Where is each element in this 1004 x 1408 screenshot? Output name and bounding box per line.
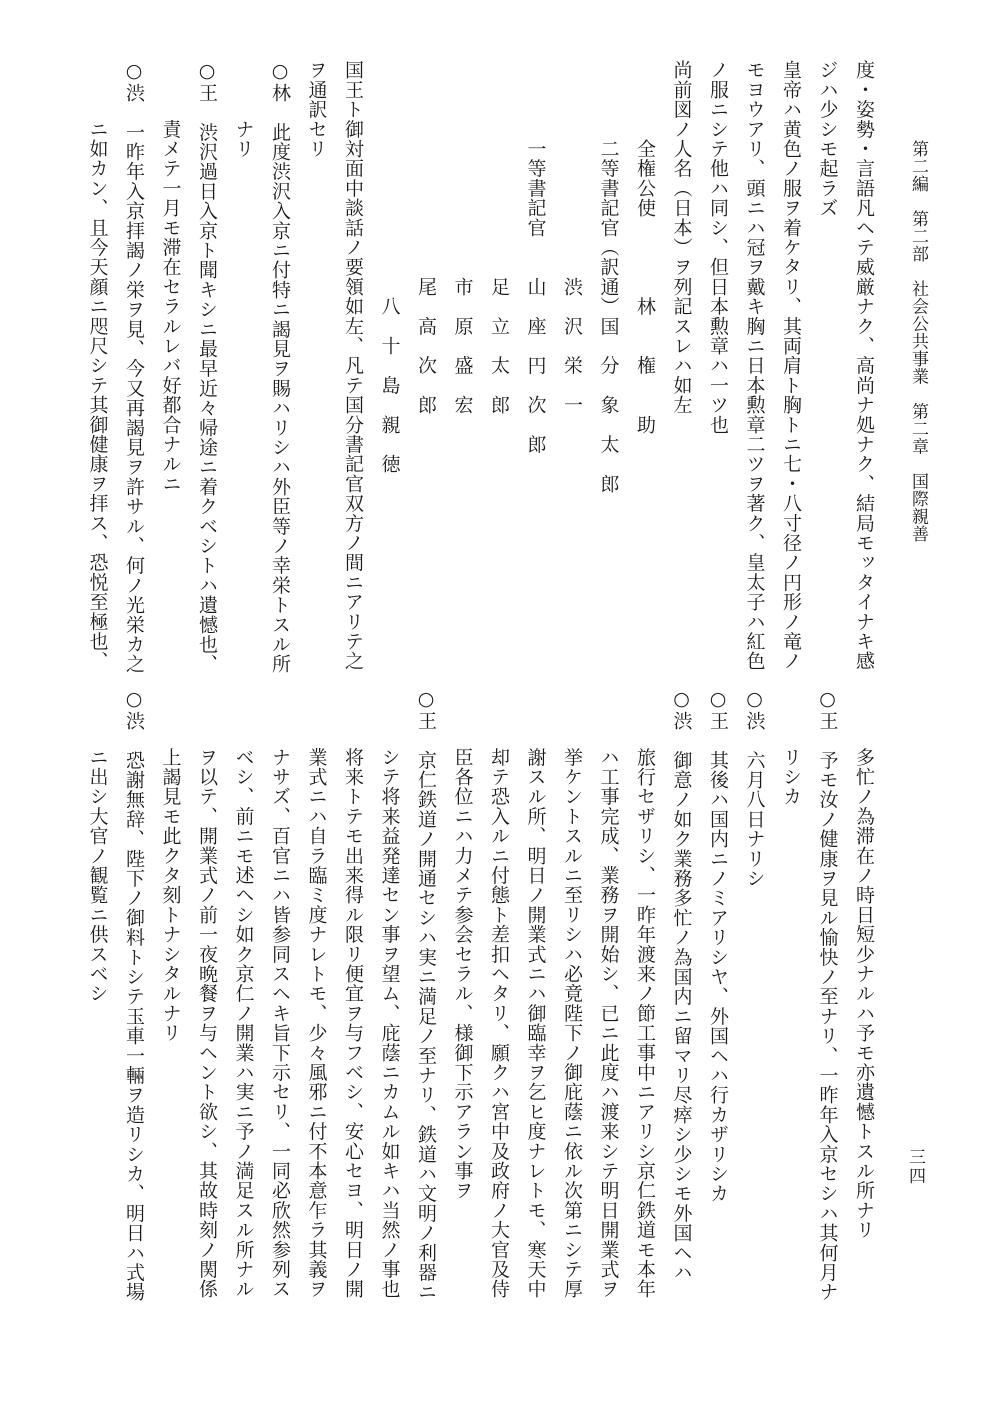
text-line: 度・姿勢・言語凡ヘテ威厳ナク、高尚ナ処ナク、結局モッタイナキ感 — [853, 60, 875, 671]
text-line: ハ工事完成、業務ヲ開始シ、已ニ此度ハ渡来シテ明日開業式ヲ — [597, 688, 620, 1299]
text-line: 国王ト御対面中談話ノ要領如左、凡テ国分書記官双方ノ間ニアリテ之 — [342, 60, 364, 671]
text-line: 全権公使 林 権 助 — [634, 60, 656, 435]
text-line: シテ将来益発達セン事ヲ望ム、庇蔭ニカムル如キハ当然ノ事也 — [378, 688, 401, 1299]
lower-text-block — [79, 688, 882, 1328]
text-line: 皇帝ハ黄色ノ服ヲ着ケタリ、其両肩ト胸トニ七・八寸径ノ円形ノ竜ノ — [780, 60, 802, 671]
text-line: ○渋 六月八日ナリシ — [743, 688, 766, 888]
text-line: 上謁見モ此クタ刻トナシタルナリ — [159, 688, 182, 1043]
text-line: 八 十 島 親 徳 — [378, 60, 401, 474]
text-line: 業式ニハ自ラ臨ミ度ナレトモ、少々風邪ニ付不本意乍ラ其義ヲ — [305, 688, 328, 1299]
text-line: ○王 渋沢過日入京ト聞キシニ最早近々帰途ニ着クベシトハ遺憾也、 — [196, 60, 218, 674]
text-line: 足 立 太 郎 — [488, 60, 510, 415]
running-head: 第二編 第二部 社会公共事業 第二章 国際親善 — [908, 140, 928, 543]
text-line: ○王 予モ汝ノ健康ヲ見ル愉快ノ至ナリ、一昨年入京セシハ其何月ナ — [816, 688, 839, 1302]
text-line: ナリ — [232, 60, 255, 159]
text-line: 旅行セザリシ、一昨年渡来ノ節工事中ニアリシ京仁鉄道モ本年 — [634, 688, 656, 1299]
text-line: 責メテ一月モ滞在セラルレバ好都合ナルニ — [159, 60, 182, 494]
page-number: 三四 — [905, 1148, 925, 1186]
text-line: 尾 高 次 郎 — [415, 60, 437, 415]
text-line: 市 原 盛 宏 — [451, 60, 474, 415]
text-line: ベシ、前ニモ述ヘシ如ク京仁ノ開業ハ実ニ予ノ満足スル所ナル — [232, 688, 255, 1299]
text-line: ○王 其後ハ国内ニノミアリシヤ、外国ヘハ行カザリシカ — [707, 688, 729, 1204]
text-line: ○林 此度渋沢入京ニ付特ニ謁見ヲ賜ハリシハ外臣等ノ幸栄トスル所 — [269, 60, 291, 674]
upper-text-block — [79, 60, 882, 674]
text-line: 尚前図ノ人名（日本）ヲ列記スレハ如左 — [670, 60, 693, 415]
text-line: 挙ケントスルニ至リシハ必竟陛下ノ御庇蔭ニ依ル次第ニシテ厚 — [561, 688, 583, 1299]
text-line: 多忙ノ為滞在ノ時日短少ナルハ予モ亦遺憾トスル所ナリ — [853, 688, 875, 1240]
text-line: ナサズ、百官ニハ皆参同スヘキ旨下示セリ、一同必欣然参列ス — [269, 688, 291, 1299]
text-line: ニ如カン、且今天顔ニ咫尺シテ其御健康ヲ拝ス、恐悦至極也、 — [86, 60, 109, 671]
text-line: ○渋 御意ノ如ク業務多忙ノ為国内ニ留マリ尽瘁シ少シモ外国ヘハ — [670, 688, 693, 1282]
text-line: ノ服ニシテ他ハ同シ、但日本勲章ハ一ツ也 — [707, 60, 729, 435]
text-line: 謝スル所、明日ノ開業式ニハ御臨幸ヲ乞ヒ度ナレトモ、寒天中 — [524, 688, 547, 1299]
text-line: リシカ — [780, 688, 802, 807]
text-line: 将来トテモ出来得ル限リ便宜ヲ与フベシ、安心セヨ、明日ノ開 — [342, 688, 364, 1299]
text-line: 二等書記官（訳通）国 分 象 太 郎 — [597, 60, 620, 494]
text-line: ジハ少シモ起ラズ — [816, 60, 839, 218]
text-line: モヨウアリ、頭ニハ冠ヲ戴キ胸ニ日本勲章二ツヲ著ク、皇太子ハ紅色 — [743, 60, 766, 671]
text-line: 臣各位ニハ力メテ参会セラル、様御下示アラン事ヲ — [451, 688, 474, 1201]
text-line: ヲ以テ、開業式ノ前一夜晩餐ヲ与ヘント欲シ、其故時刻ノ関係 — [196, 688, 218, 1299]
text-line: 一等書記官 山 座 円 次 郎 — [524, 60, 547, 454]
text-line: ○渋 一昨年入京拝謁ノ栄ヲ見、今又再謁見ヲ許サル、何ノ光栄カ之 — [123, 60, 145, 674]
text-line: 却テ恐入ルニ付態ト差扣ヘタリ、願クハ宮中及政府ノ大官及侍 — [488, 688, 510, 1299]
text-line: ニ出シ大官ノ観覧ニ供スベシ — [86, 688, 109, 1004]
text-line: 渋 沢 栄 一 — [561, 60, 583, 415]
text-line: ○王 京仁鉄道ノ開通セシハ実ニ満足ノ至ナリ、鉄道ハ文明ノ利器ニ — [415, 688, 437, 1302]
text-line: ○渋 恐謝無辞、陛下ノ御料トシテ玉車一輛ヲ造リシカ、明日ハ式場 — [123, 688, 145, 1302]
text-line: ヲ通訳セリ — [305, 60, 328, 159]
